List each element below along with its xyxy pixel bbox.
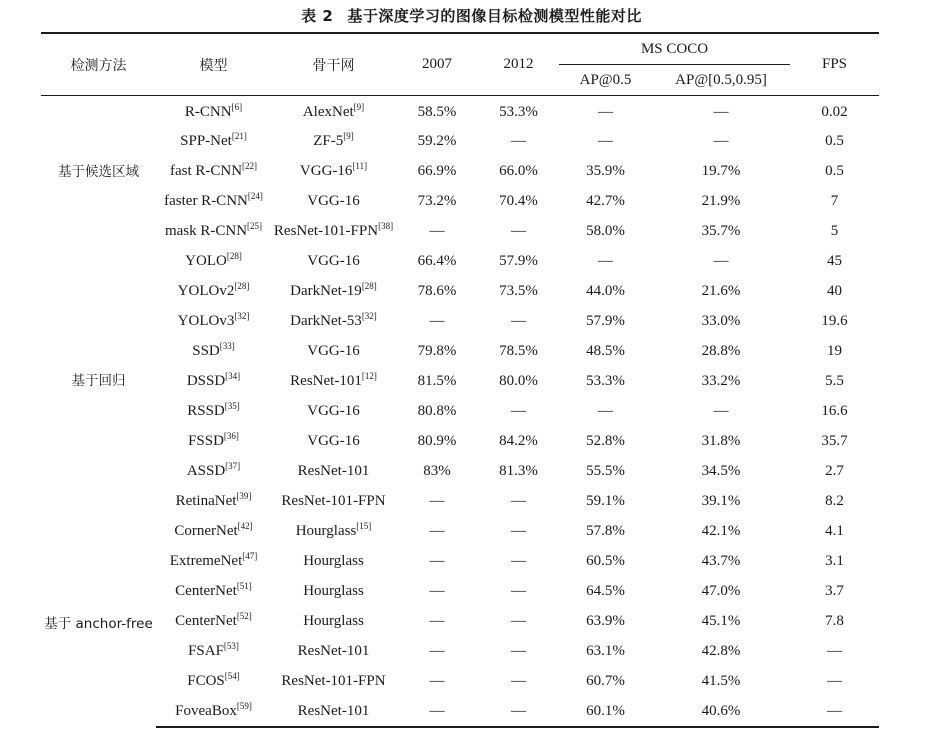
fps-value: — — [827, 672, 843, 689]
header-2007: 2007 — [396, 33, 478, 96]
table-row — [41, 216, 879, 246]
model-cell — [156, 696, 271, 727]
ap50-value: 42.7% — [586, 192, 625, 209]
backbone-name: Hourglass — [303, 552, 364, 569]
fps-value: 0.5 — [825, 162, 844, 179]
fps-value: 2.7 — [825, 462, 844, 479]
table-row — [41, 546, 879, 576]
citation-ref: [15] — [356, 520, 372, 531]
voc2007-value: 73.2% — [417, 192, 457, 209]
table-row — [41, 426, 879, 456]
model-name: DSSD — [186, 372, 226, 389]
citation-ref: [38] — [378, 220, 394, 231]
backbone-cell — [271, 426, 396, 456]
model-name: mask R-CNN — [164, 222, 248, 239]
ap5095-value: 31.8% — [701, 432, 741, 449]
voc2007-value: — — [429, 492, 445, 509]
ap5095-value: 45.1% — [701, 612, 741, 629]
fps-value: 8.2 — [825, 492, 844, 509]
citation-ref: [37] — [225, 460, 241, 471]
table-row — [41, 336, 879, 366]
citation-ref: [32] — [361, 310, 377, 321]
ap50-value: — — [598, 252, 613, 269]
model-cell — [156, 456, 271, 486]
ap50-value: — — [598, 103, 613, 120]
ap5095-value: 33.2% — [701, 372, 741, 389]
citation-ref: [12] — [361, 370, 377, 381]
citation-ref: [54] — [224, 670, 240, 681]
voc2007-value: 66.4% — [417, 252, 457, 269]
voc2007-value: — — [429, 552, 445, 569]
citation-ref: [9] — [343, 130, 354, 141]
fps-value: — — [790, 696, 879, 727]
backbone-name: VGG-16 — [307, 402, 360, 419]
table-row — [41, 666, 879, 696]
model-cell — [156, 396, 271, 426]
ap50-value: 52.8% — [586, 432, 625, 449]
model-name: FCOS — [187, 672, 225, 689]
backbone-cell — [271, 246, 396, 276]
voc2012-value: 57.9% — [499, 252, 538, 269]
ap5095-value: 21.6% — [701, 282, 741, 299]
table-row — [41, 396, 879, 426]
backbone-name: VGG-16 — [307, 252, 360, 269]
voc2012-value: 81.3% — [499, 462, 538, 479]
citation-ref: [59] — [236, 700, 252, 711]
voc2007-value: — — [429, 642, 445, 659]
voc2012-value: — — [511, 312, 526, 329]
citation-ref: [36] — [223, 430, 239, 441]
citation-ref: [53] — [223, 640, 239, 651]
performance-table — [41, 32, 879, 728]
model-cell — [156, 336, 271, 366]
fps-value: 40 — [827, 282, 843, 299]
ap50-value: — — [598, 402, 613, 419]
ap5095-value: 43.7% — [701, 552, 741, 569]
citation-ref: [42] — [237, 520, 253, 531]
citation-ref: [11] — [352, 160, 368, 171]
fps-value: 0.02 — [821, 103, 848, 120]
ap5095-value: 39.1% — [701, 492, 741, 509]
voc2012-value: — — [511, 552, 526, 569]
fps-value: 3.1 — [825, 552, 844, 569]
ap5095-value: 42.8% — [701, 642, 741, 659]
backbone-cell — [271, 336, 396, 366]
fps-value: 5.5 — [825, 372, 844, 389]
voc2012-value: 70.4% — [499, 192, 538, 209]
voc2012-value: 73.5% — [499, 282, 538, 299]
citation-ref: [39] — [236, 490, 252, 501]
voc2007-value: — — [429, 222, 445, 239]
voc2007-value: — — [429, 612, 445, 629]
fps-value: 3.7 — [825, 582, 844, 599]
model-cell — [156, 276, 271, 306]
model-cell — [156, 186, 271, 216]
voc2012-value: 53.3% — [499, 103, 538, 120]
model-cell — [156, 636, 271, 666]
fps-value: 0.5 — [825, 132, 844, 149]
voc2012-value: 66.0% — [499, 162, 538, 179]
backbone-cell — [271, 486, 396, 516]
fps-value: 45 — [827, 252, 843, 269]
backbone-name: DarkNet-19 — [290, 282, 362, 299]
citation-ref: [32] — [234, 310, 250, 321]
voc2007-value: 79.8% — [417, 342, 457, 359]
citation-ref: [28] — [234, 280, 250, 291]
citation-ref: [28] — [361, 280, 377, 291]
ap50-value: 57.8% — [586, 522, 625, 539]
ap50-value: 55.5% — [586, 462, 625, 479]
model-name: CenterNet — [175, 612, 237, 629]
header-ap50: AP@0.5 — [559, 65, 652, 96]
model-cell — [156, 426, 271, 456]
citation-ref: [28] — [226, 250, 242, 261]
ap50-value: 48.5% — [586, 342, 625, 359]
model-name: RSSD — [187, 402, 225, 419]
voc2012-value: — — [511, 222, 526, 239]
table-caption — [0, 5, 943, 26]
backbone-name: AlexNet — [302, 103, 354, 120]
ap5095-value: 34.5% — [701, 462, 741, 479]
model-cell — [156, 156, 271, 186]
voc2007-value: — — [429, 582, 445, 599]
ap5095-value: 35.7% — [701, 222, 741, 239]
fps-value: 16.6 — [821, 402, 848, 419]
ap50-value: 57.9% — [586, 312, 625, 329]
backbone-name: VGG-16 — [299, 162, 353, 179]
table-row — [41, 126, 879, 156]
citation-ref: [6] — [231, 101, 243, 112]
fps-value: — — [827, 642, 843, 659]
model-name: FoveaBox — [175, 702, 237, 719]
ap5095-value: 42.1% — [701, 522, 741, 539]
header-method: 检测方法 — [41, 33, 156, 96]
model-cell — [156, 546, 271, 576]
model-cell — [156, 606, 271, 636]
model-name: ExtremeNet — [169, 552, 243, 569]
model-name: R-CNN — [184, 103, 232, 120]
backbone-cell — [271, 546, 396, 576]
method-group-cell: 基于 anchor-free — [44, 615, 153, 632]
ap50-value: 53.3% — [586, 372, 625, 389]
backbone-name: VGG-16 — [307, 192, 360, 209]
backbone-name: ResNet-101 — [297, 642, 370, 659]
backbone-cell — [271, 666, 396, 696]
backbone-cell — [271, 696, 396, 727]
table-row — [41, 156, 879, 186]
voc2012-value: 84.2% — [499, 432, 538, 449]
backbone-name: DarkNet-53 — [290, 312, 362, 329]
ap50-value: — — [598, 132, 613, 149]
citation-ref: [51] — [236, 580, 252, 591]
table-row — [41, 246, 879, 276]
voc2012-value: — — [511, 132, 526, 149]
ap5095-value: 41.5% — [701, 672, 741, 689]
voc2007-value: — — [429, 522, 445, 539]
voc2012-value: — — [511, 612, 526, 629]
citation-ref: [52] — [236, 610, 252, 621]
ap50-value: 60.7% — [586, 672, 625, 689]
model-name: FSAF — [188, 642, 224, 659]
table-row — [41, 96, 879, 127]
backbone-cell — [271, 186, 396, 216]
table-number: 表 2 — [301, 7, 334, 25]
ap5095-value: 47.0% — [701, 582, 741, 599]
backbone-name: ResNet-101 — [297, 702, 370, 719]
fps-value: 7.8 — [825, 612, 844, 629]
model-cell — [156, 306, 271, 336]
ap50-value: 64.5% — [586, 582, 625, 599]
ap5095-value: 33.0% — [701, 312, 741, 329]
model-name: RetinaNet — [175, 492, 237, 509]
header-mscoco: MS COCO — [559, 33, 790, 65]
ap50-value: 63.1% — [586, 642, 625, 659]
voc2007-value: 81.5% — [417, 372, 457, 389]
header-2012: 2012 — [478, 33, 559, 96]
table-row — [41, 366, 879, 396]
table-header — [41, 33, 879, 96]
backbone-name: ResNet-101-FPN — [281, 492, 386, 509]
voc2012-value: — — [511, 522, 526, 539]
citation-ref: [22] — [242, 160, 258, 171]
backbone-name: Hourglass — [303, 612, 364, 629]
backbone-name: VGG-16 — [307, 432, 360, 449]
model-name: YOLOv2 — [177, 282, 235, 299]
citation-ref: [35] — [224, 400, 240, 411]
fps-value: 4.1 — [825, 522, 844, 539]
model-cell — [156, 96, 271, 127]
voc2007-value: 58.5% — [417, 103, 457, 120]
voc2012-value: — — [478, 696, 559, 727]
backbone-name: Hourglass — [303, 582, 364, 599]
citation-ref: [25] — [247, 220, 263, 231]
ap5095-value: — — [713, 402, 729, 419]
voc2007-value: 80.9% — [417, 432, 457, 449]
model-name: faster R-CNN — [164, 192, 248, 209]
method-group-cell: 基于回归 — [71, 373, 126, 389]
backbone-cell — [271, 516, 396, 546]
backbone-cell — [271, 456, 396, 486]
backbone-name: Hourglass — [295, 522, 357, 539]
backbone-name: ResNet-101-FPN — [273, 222, 379, 239]
backbone-name: ZF-5 — [313, 132, 344, 149]
citation-ref: [33] — [219, 340, 235, 351]
citation-ref: [47] — [242, 550, 258, 561]
table-row — [41, 576, 879, 606]
fps-value: 19.6 — [821, 312, 848, 329]
model-cell — [156, 246, 271, 276]
backbone-cell — [271, 156, 396, 186]
method-group-cell: 基于候选区域 — [58, 164, 139, 180]
voc2007-value: 59.2% — [417, 132, 457, 149]
backbone-cell — [271, 276, 396, 306]
model-cell — [156, 516, 271, 546]
model-name: FSSD — [188, 432, 224, 449]
backbone-cell — [271, 396, 396, 426]
table-row — [41, 456, 879, 486]
voc2007-value: — — [429, 312, 445, 329]
table-row — [41, 306, 879, 336]
backbone-name: ResNet-101 — [297, 462, 370, 479]
fps-value: 19 — [827, 342, 843, 359]
model-cell — [156, 366, 271, 396]
voc2012-value: 78.5% — [499, 342, 538, 359]
backbone-name: VGG-16 — [307, 342, 360, 359]
model-name: SSD — [192, 342, 220, 359]
model-name: SPP-Net — [180, 132, 232, 149]
ap50-value: 60.5% — [586, 552, 625, 569]
model-name: ASSD — [186, 462, 226, 479]
ap50-value: 44.0% — [586, 282, 625, 299]
backbone-cell — [271, 366, 396, 396]
header-model: 模型 — [156, 33, 271, 96]
backbone-cell — [271, 216, 396, 246]
citation-ref: [34] — [225, 370, 241, 381]
voc2012-value: — — [511, 492, 526, 509]
ap50-value: 63.9% — [586, 612, 625, 629]
ap5095-value: — — [713, 252, 729, 269]
model-name: YOLO — [185, 252, 227, 269]
backbone-cell — [271, 306, 396, 336]
voc2007-value: — — [396, 696, 478, 727]
ap50-value: 59.1% — [586, 492, 625, 509]
model-cell — [156, 576, 271, 606]
model-name: YOLOv3 — [177, 312, 235, 329]
ap5095-value: 19.7% — [701, 162, 741, 179]
backbone-name: ResNet-101-FPN — [281, 672, 386, 689]
ap5095-value: 28.8% — [701, 342, 741, 359]
ap50-value: 58.0% — [586, 222, 625, 239]
header-backbone: 骨干网 — [271, 33, 396, 96]
ap5095-value: — — [713, 132, 729, 149]
ap5095-value: — — [713, 103, 729, 120]
voc2007-value: — — [429, 672, 445, 689]
voc2012-value: — — [511, 582, 526, 599]
backbone-cell — [271, 576, 396, 606]
backbone-cell — [271, 126, 396, 156]
backbone-name: ResNet-101 — [290, 372, 362, 389]
citation-ref: [24] — [247, 190, 263, 201]
citation-ref: [21] — [231, 130, 247, 141]
model-cell — [156, 666, 271, 696]
fps-value: 5 — [830, 222, 839, 239]
table-row — [41, 516, 879, 546]
voc2007-value: 78.6% — [417, 282, 457, 299]
voc2007-value: 66.9% — [417, 162, 457, 179]
model-name: fast R-CNN — [169, 162, 243, 179]
header-fps: FPS — [790, 33, 879, 96]
fps-value: 7 — [830, 192, 839, 209]
table-row — [41, 606, 879, 636]
table-row — [41, 486, 879, 516]
voc2007-value: 80.8% — [417, 402, 457, 419]
table-body — [41, 96, 879, 728]
voc2012-value: — — [511, 642, 526, 659]
table-row — [41, 696, 879, 727]
model-name: CenterNet — [175, 582, 237, 599]
table-row — [41, 186, 879, 216]
backbone-cell — [271, 636, 396, 666]
model-cell — [156, 486, 271, 516]
voc2012-value: — — [511, 402, 526, 419]
model-cell — [156, 126, 271, 156]
ap5095-value: 40.6% — [652, 696, 790, 727]
citation-ref: [9] — [353, 101, 365, 112]
ap50-value: 35.9% — [586, 162, 625, 179]
model-cell — [156, 216, 271, 246]
fps-value: 35.7 — [821, 432, 848, 449]
model-name: CornerNet — [174, 522, 238, 539]
table-row — [41, 276, 879, 306]
header-ap5095: AP@[0.5,0.95] — [652, 65, 790, 96]
backbone-cell — [271, 606, 396, 636]
voc2007-value: 83% — [423, 462, 451, 479]
voc2012-value: 80.0% — [499, 372, 538, 389]
voc2012-value: — — [511, 672, 526, 689]
table-title: 基于深度学习的图像目标检测模型性能对比 — [347, 7, 642, 25]
backbone-cell — [271, 96, 396, 127]
table-row — [41, 636, 879, 666]
ap5095-value: 21.9% — [701, 192, 741, 209]
ap50-value: 60.1% — [559, 696, 652, 727]
